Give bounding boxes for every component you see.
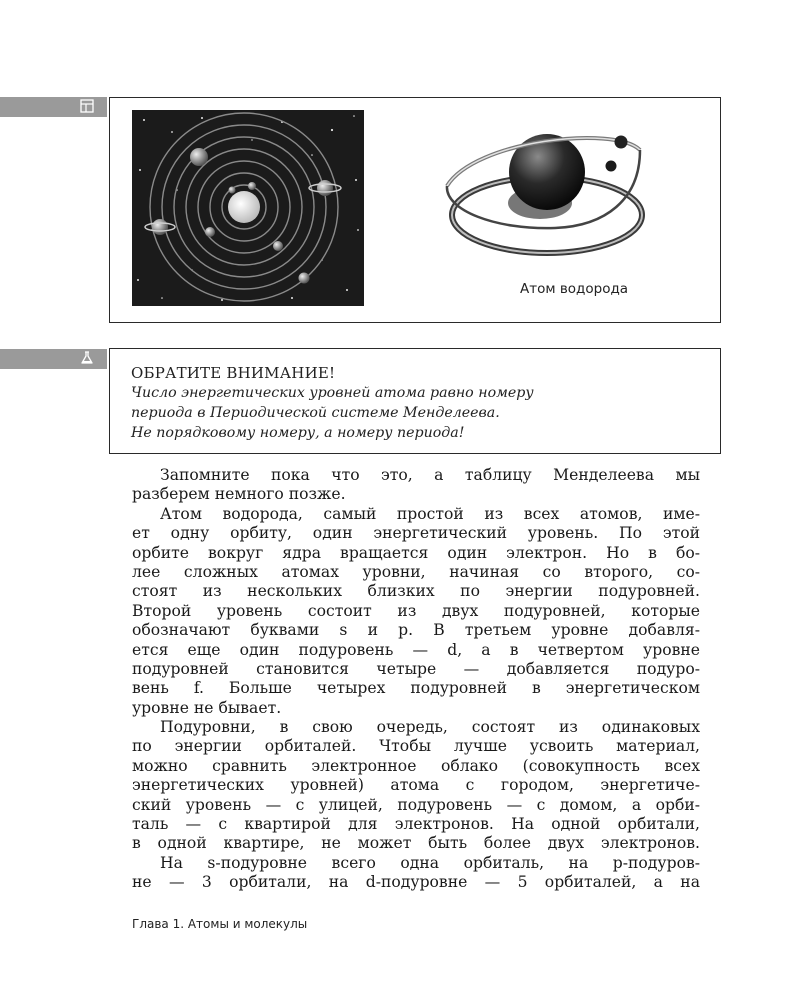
solar-system-image [132, 110, 364, 306]
text-line: обозначают буквами s и p. В третьем уровне добавля- [132, 621, 700, 640]
text-line: ется еще один подуровень — d, а в четвертом уровне [132, 640, 700, 659]
text-line: энергетических уровней) атома с городом, энергетиче- [132, 776, 700, 795]
body-text [132, 466, 700, 893]
figure-tab [0, 97, 107, 117]
text-line: вень f. Больше четырех подуровней в энергетическом [132, 679, 700, 698]
figure-caption: Атом водорода [520, 281, 629, 297]
note-line: Число энергетических уровней атома равно номеру [131, 385, 534, 401]
note-title: ОБРАТИТЕ ВНИМАНИЕ! [131, 364, 336, 382]
note-tab [0, 349, 107, 369]
hydrogen-atom-image [435, 120, 650, 270]
text-line: подуровней становится четыре — добавляется подуро- [132, 659, 700, 678]
text-line: ет одну орбиту, один энергетический уровень. По этой [132, 524, 700, 543]
text-line: На s-подуровне всего одна орбиталь, на p-подуров- [160, 853, 700, 872]
text-line: ский уровень — с улицей, подуровень — с домом, а орби- [132, 795, 700, 814]
text-line: таль — с квартирой для электронов. На одной орбитали, [132, 815, 700, 834]
page-footer: Глава 1. Атомы и молекулы [132, 917, 308, 931]
text-line: орбите вокруг ядра вращается один электрон. Но в бо- [132, 543, 700, 562]
text-line: разберем немного позже. [132, 485, 346, 504]
flask-icon [79, 351, 95, 367]
text-line: Подуровни, в свою очередь, состоят из одинаковых [160, 718, 700, 737]
text-line: в одной квартире, не может быть более двух электронов. [132, 834, 700, 853]
text-line: можно сравнить электронное облако (совокупность всех [132, 756, 700, 775]
text-line: по энергии орбиталей. Чтобы лучше усвоить материал, [132, 737, 700, 756]
text-line: лее сложных атомах уровни, начиная со второго, со- [132, 562, 700, 581]
note-line: Не порядковому номеру, а номеру периода! [131, 425, 465, 441]
text-line: не — 3 орбитали, на d-подуровне — 5 орбиталей, а на [132, 873, 700, 892]
text-line: уровне не бывает. [132, 698, 282, 717]
note-line: периода в Периодической системе Менделеева. [131, 405, 500, 421]
text-line: Атом водорода, самый простой из всех атомов, име- [160, 504, 700, 523]
text-line: стоят из нескольких близких по энергии подуровней. [132, 582, 700, 601]
table-icon [79, 99, 95, 115]
text-line: Второй уровень состоит из двух подуровней, которые [132, 601, 700, 620]
text-line: Запомните пока что это, а таблицу Менделеева мы [160, 466, 700, 484]
